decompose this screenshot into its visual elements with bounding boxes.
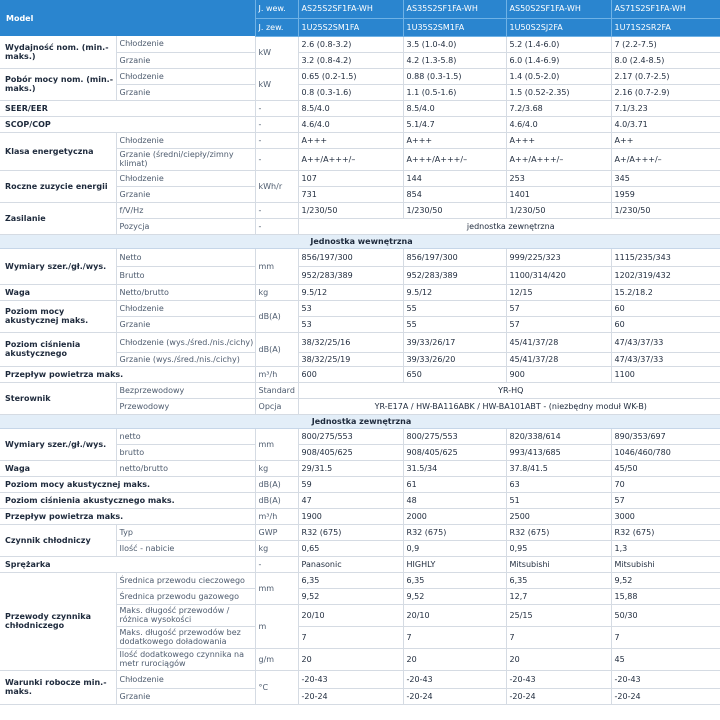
row-unit: kWh/r	[255, 170, 298, 202]
row-unit: m³/h	[255, 366, 298, 382]
row-sub: Grzanie	[116, 84, 255, 100]
cell: 345	[611, 170, 720, 186]
cell: 51	[506, 492, 611, 508]
cell: 59	[298, 476, 403, 492]
row-sub: Ilość - nabicie	[116, 540, 255, 556]
table-row	[0, 284, 720, 300]
cell: 2500	[506, 508, 611, 524]
cell: 20/10	[403, 604, 506, 626]
cell: 25/15	[506, 604, 611, 626]
row-sub: Grzanie	[116, 316, 255, 332]
cell: 900	[506, 366, 611, 382]
cell: 9.5/12	[298, 284, 403, 300]
row-label: Pobór mocy nom. (min.-maks.)	[0, 68, 116, 100]
cell: 20	[298, 648, 403, 670]
cell: 57	[506, 300, 611, 316]
cell: 952/283/389	[403, 266, 506, 284]
row-sub: Netto/brutto	[116, 284, 255, 300]
row-unit: dB(A)	[255, 476, 298, 492]
table-row	[0, 572, 720, 588]
indoor-model: AS50S2SF1FA-WH	[506, 0, 611, 18]
cell: R32 (675)	[611, 524, 720, 540]
cell: 6,35	[403, 572, 506, 588]
outdoor-model: 1U35S2SM1FA	[403, 18, 506, 36]
cell: 31.5/34	[403, 460, 506, 476]
row-sub: Chłodzenie (wys./śred./nis./cichy)	[116, 332, 255, 352]
cell: A++	[611, 132, 720, 148]
row-unit: -	[255, 556, 298, 572]
row-unit: g/m	[255, 648, 298, 670]
row-label: Waga	[0, 284, 116, 300]
cell: 63	[506, 476, 611, 492]
cell: 999/225/323	[506, 248, 611, 266]
cell: 856/197/300	[298, 248, 403, 266]
cell: Mitsubishi	[611, 556, 720, 572]
cell: 1959	[611, 186, 720, 202]
cell: 7	[298, 626, 403, 648]
table-row	[0, 116, 720, 132]
row-label: Poziom mocy akustycznej maks.	[0, 300, 116, 332]
cell: 800/275/553	[298, 428, 403, 444]
cell: 1/230/50	[298, 202, 403, 218]
cell-span: YR-HQ	[298, 382, 720, 398]
cell: 9,52	[298, 588, 403, 604]
cell: Mitsubishi	[506, 556, 611, 572]
cell: 20	[403, 648, 506, 670]
row-unit: dB(A)	[255, 492, 298, 508]
table-row	[0, 132, 720, 148]
table-row	[0, 332, 720, 352]
row-sub: brutto	[116, 444, 255, 460]
cell: 15.2/18.2	[611, 284, 720, 300]
indoor-model: AS71S2SF1FA-WH	[611, 0, 720, 18]
cell: 45/50	[611, 460, 720, 476]
cell: 5.1/4.7	[403, 116, 506, 132]
row-sub: Grzanie (wys./śred./nis./cichy)	[116, 352, 255, 366]
cell-span: jednostka zewnętrzna	[298, 218, 720, 234]
cell: -20-24	[403, 688, 506, 704]
cell: A++/A+++/–	[506, 148, 611, 170]
cell: 7.1/3.23	[611, 100, 720, 116]
cell: 2.6 (0.8-3.2)	[298, 36, 403, 52]
cell: 47/43/37/33	[611, 352, 720, 366]
cell: 1115/235/343	[611, 248, 720, 266]
cell: 8.5/4.0	[403, 100, 506, 116]
row-unit: -	[255, 100, 298, 116]
cell: 12,7	[506, 588, 611, 604]
cell: 1/230/50	[403, 202, 506, 218]
cell: R32 (675)	[403, 524, 506, 540]
outdoor-label: J. zew.	[255, 18, 298, 36]
cell: 55	[403, 316, 506, 332]
table-row	[0, 202, 720, 218]
cell: 4.6/4.0	[506, 116, 611, 132]
row-label: Warunki robocze min.-maks.	[0, 670, 116, 704]
cell: 1100	[611, 366, 720, 382]
row-sub: Grzanie	[116, 186, 255, 202]
cell-span: YR-E17A / HW-BA116ABK / HW-BA101ABT - (niezbędny moduł WK-B)	[298, 398, 720, 414]
row-sub: netto	[116, 428, 255, 444]
outdoor-model: 1U71S2SR2FA	[611, 18, 720, 36]
row-sub: Średnica przewodu cieczowego	[116, 572, 255, 588]
row-label: Przepływ powietrza maks.	[0, 508, 255, 524]
row-label: Poziom mocy akustycznej maks.	[0, 476, 255, 492]
table-row	[0, 382, 720, 398]
row-unit: mm	[255, 428, 298, 460]
cell: 6.0 (1.4-6.9)	[506, 52, 611, 68]
cell: HIGHLY	[403, 556, 506, 572]
section-title: Jednostka wewnętrzna	[0, 234, 720, 248]
row-unit: Opcja	[255, 398, 298, 414]
row-label: Poziom ciśnienia akustycznego	[0, 332, 116, 366]
row-unit: m	[255, 604, 298, 648]
cell: 800/275/553	[403, 428, 506, 444]
row-label: Waga	[0, 460, 116, 476]
cell: A+/A+++/–	[611, 148, 720, 170]
table-row	[0, 508, 720, 524]
row-label: Klasa energetyczna	[0, 132, 116, 170]
row-unit: GWP	[255, 524, 298, 540]
row-sub: Średnica przewodu gazowego	[116, 588, 255, 604]
cell: 39/33/26/20	[403, 352, 506, 366]
row-label: Wymiary szer./gł./wys.	[0, 428, 116, 460]
cell: 38/32/25/19	[298, 352, 403, 366]
table-row	[0, 248, 720, 266]
row-label: Wymiary szer./gł./wys.	[0, 248, 116, 284]
row-sub: Brutto	[116, 266, 255, 284]
cell: 0,95	[506, 540, 611, 556]
row-unit: -	[255, 148, 298, 170]
cell: A++/A+++/–	[298, 148, 403, 170]
cell: 15,88	[611, 588, 720, 604]
table-row	[0, 68, 720, 84]
cell: 144	[403, 170, 506, 186]
cell: 952/283/389	[298, 266, 403, 284]
cell: 45	[611, 648, 720, 670]
table-row	[0, 524, 720, 540]
cell: 61	[403, 476, 506, 492]
cell: 20	[506, 648, 611, 670]
table-row	[0, 300, 720, 316]
cell: -20-24	[298, 688, 403, 704]
cell: 1202/319/432	[611, 266, 720, 284]
cell: 2.16 (0.7-2.9)	[611, 84, 720, 100]
row-label: Sterownik	[0, 382, 116, 414]
row-unit: °C	[255, 670, 298, 704]
cell: 908/405/625	[403, 444, 506, 460]
cell: 12/15	[506, 284, 611, 300]
cell: -20-43	[611, 670, 720, 688]
cell: R32 (675)	[298, 524, 403, 540]
row-label: SEER/EER	[0, 100, 255, 116]
cell: 107	[298, 170, 403, 186]
cell: 0,65	[298, 540, 403, 556]
row-unit: -	[255, 202, 298, 218]
row-label: Sprężarka	[0, 556, 255, 572]
cell: 1/230/50	[611, 202, 720, 218]
cell: 2000	[403, 508, 506, 524]
row-unit: kg	[255, 540, 298, 556]
row-sub: Chłodzenie	[116, 132, 255, 148]
table-row	[0, 100, 720, 116]
cell: 20/10	[298, 604, 403, 626]
row-unit: -	[255, 116, 298, 132]
cell: 50/30	[611, 604, 720, 626]
cell: 39/33/26/17	[403, 332, 506, 352]
outdoor-model: 1U50S2SJ2FA	[506, 18, 611, 36]
cell: 6,35	[298, 572, 403, 588]
cell: 9.5/12	[403, 284, 506, 300]
row-sub: Chłodzenie	[116, 68, 255, 84]
cell: -20-24	[506, 688, 611, 704]
cell: 908/405/625	[298, 444, 403, 460]
row-sub: Bezprzewodowy	[116, 382, 255, 398]
cell: -20-24	[611, 688, 720, 704]
cell: 0.8 (0.3-1.6)	[298, 84, 403, 100]
cell: 7.2/3.68	[506, 100, 611, 116]
header-row-indoor	[0, 0, 720, 18]
cell: 6,35	[506, 572, 611, 588]
cell: 1100/314/420	[506, 266, 611, 284]
model-label: Model	[0, 0, 255, 36]
table-row	[0, 366, 720, 382]
cell: -20-43	[506, 670, 611, 688]
table-row	[0, 460, 720, 476]
cell: 9,52	[611, 572, 720, 588]
cell: 70	[611, 476, 720, 492]
row-sub: Chłodzenie	[116, 170, 255, 186]
cell: 38/32/25/16	[298, 332, 403, 352]
row-sub: Chłodzenie	[116, 300, 255, 316]
cell: 650	[403, 366, 506, 382]
row-label: Wydajność nom. (min.-maks.)	[0, 36, 116, 68]
row-unit: mm	[255, 248, 298, 284]
row-sub: Pozycja	[116, 218, 255, 234]
row-sub: Maks. długość przewodów / różnica wysokości	[116, 604, 255, 626]
cell: 53	[298, 300, 403, 316]
cell: -20-43	[298, 670, 403, 688]
cell: 55	[403, 300, 506, 316]
row-label: Roczne zuzycie energii	[0, 170, 116, 202]
cell: 4.2 (1.3-5.8)	[403, 52, 506, 68]
cell: 4.6/4.0	[298, 116, 403, 132]
cell: 854	[403, 186, 506, 202]
cell: A+++/A+++/–	[403, 148, 506, 170]
row-sub: Netto	[116, 248, 255, 266]
row-label: Czynnik chłodniczy	[0, 524, 116, 556]
cell: 29/31.5	[298, 460, 403, 476]
cell: 731	[298, 186, 403, 202]
cell: 3.5 (1.0-4.0)	[403, 36, 506, 52]
cell: 820/338/614	[506, 428, 611, 444]
row-unit: m³/h	[255, 508, 298, 524]
row-sub: Typ	[116, 524, 255, 540]
row-sub: Chłodzenie	[116, 670, 255, 688]
cell: 856/197/300	[403, 248, 506, 266]
row-sub: Przewodowy	[116, 398, 255, 414]
cell: 9,52	[403, 588, 506, 604]
cell: 60	[611, 300, 720, 316]
row-label: SCOP/COP	[0, 116, 255, 132]
cell: 7	[611, 626, 720, 648]
cell: Panasonic	[298, 556, 403, 572]
cell: 253	[506, 170, 611, 186]
cell: 37.8/41.5	[506, 460, 611, 476]
cell: 7	[403, 626, 506, 648]
row-unit: Standard	[255, 382, 298, 398]
row-sub: Chłodzenie	[116, 36, 255, 52]
row-unit: mm	[255, 572, 298, 604]
row-label: Zasilanie	[0, 202, 116, 234]
cell: 57	[506, 316, 611, 332]
row-sub: f/V/Hz	[116, 202, 255, 218]
cell: 8.0 (2.4-8.5)	[611, 52, 720, 68]
table-row	[0, 670, 720, 688]
cell: 1900	[298, 508, 403, 524]
cell: 1046/460/780	[611, 444, 720, 460]
section-title: Jednostka zewnętrzna	[0, 414, 720, 428]
cell: R32 (675)	[506, 524, 611, 540]
outdoor-model: 1U25S2SM1FA	[298, 18, 403, 36]
cell: 7	[506, 626, 611, 648]
row-sub: netto/brutto	[116, 460, 255, 476]
row-unit: -	[255, 218, 298, 234]
indoor-model: AS35S2SF1FA-WH	[403, 0, 506, 18]
cell: 53	[298, 316, 403, 332]
cell: 1,3	[611, 540, 720, 556]
row-label: Przewody czynnika chłodniczego	[0, 572, 116, 670]
section-row	[0, 414, 720, 428]
cell: 0.65 (0.2-1.5)	[298, 68, 403, 84]
cell: 0.88 (0.3-1.5)	[403, 68, 506, 84]
row-sub: Grzanie	[116, 52, 255, 68]
section-row	[0, 234, 720, 248]
row-label: Poziom ciśnienia akustycznego maks.	[0, 492, 255, 508]
row-unit: kg	[255, 284, 298, 300]
cell: -20-43	[403, 670, 506, 688]
cell: 2.17 (0.7-2.5)	[611, 68, 720, 84]
cell: 890/353/697	[611, 428, 720, 444]
row-unit: -	[255, 132, 298, 148]
row-unit: dB(A)	[255, 332, 298, 366]
cell: 3000	[611, 508, 720, 524]
cell: A+++	[298, 132, 403, 148]
table-row	[0, 428, 720, 444]
cell: 45/41/37/28	[506, 352, 611, 366]
cell: 600	[298, 366, 403, 382]
cell: 0,9	[403, 540, 506, 556]
cell: 1.1 (0.5-1.6)	[403, 84, 506, 100]
cell: 8.5/4.0	[298, 100, 403, 116]
table-row	[0, 36, 720, 52]
table-row	[0, 476, 720, 492]
row-unit: kg	[255, 460, 298, 476]
table-row	[0, 170, 720, 186]
cell: 48	[403, 492, 506, 508]
table-row	[0, 492, 720, 508]
cell: 47/43/37/33	[611, 332, 720, 352]
cell: 993/413/685	[506, 444, 611, 460]
cell: 1.5 (0.52-2.35)	[506, 84, 611, 100]
cell: 1/230/50	[506, 202, 611, 218]
cell: 7 (2.2-7.5)	[611, 36, 720, 52]
cell: 1401	[506, 186, 611, 202]
row-sub: Ilość dodatkowego czynnika na metr rurociągów	[116, 648, 255, 670]
indoor-label: J. wew.	[255, 0, 298, 18]
cell: A+++	[506, 132, 611, 148]
row-label: Przepływ powietrza maks.	[0, 366, 255, 382]
row-sub: Maks. długość przewodów bez dodatkowego doładowania	[116, 626, 255, 648]
row-sub: Grzanie	[116, 688, 255, 704]
cell: A+++	[403, 132, 506, 148]
row-sub: Grzanie (średni/ciepły/zimny klimat)	[116, 148, 255, 170]
row-unit: dB(A)	[255, 300, 298, 332]
row-unit: kW	[255, 68, 298, 100]
cell: 45/41/37/28	[506, 332, 611, 352]
row-unit: kW	[255, 36, 298, 68]
table-row	[0, 556, 720, 572]
cell: 57	[611, 492, 720, 508]
cell: 3.2 (0.8-4.2)	[298, 52, 403, 68]
cell: 1.4 (0.5-2.0)	[506, 68, 611, 84]
cell: 4.0/3.71	[611, 116, 720, 132]
indoor-model: AS25S2SF1FA-WH	[298, 0, 403, 18]
cell: 5.2 (1.4-6.0)	[506, 36, 611, 52]
cell: 60	[611, 316, 720, 332]
cell: 47	[298, 492, 403, 508]
